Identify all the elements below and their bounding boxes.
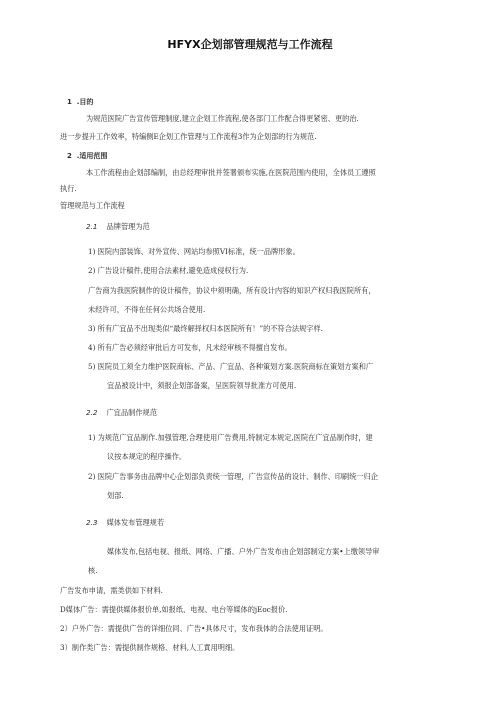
list-item-continuation: 议按本规定的程序操作。 [107,452,187,461]
list-item: 5) 医院员工须全力维护医院商标、产品、广宜品、各种策划方案.医院商标在策划方案和广 [88,362,374,371]
list-item: 1) 为规范广宜品制作.加强管理,合理使用广告费用,特制定本规定,医院在广宜品制作时，建 [88,433,373,442]
paragraph-line: 广告商为我医院制作的设计稿件，协议中须明确，所有设计内容的知识产权归我医院所有， [88,286,376,295]
management-heading: 管理规范与工作流程 [60,201,125,210]
list-item: D媒体广告：需提供媒体报价单,如报纸、电视、电台等媒体的jEoc报价. [60,605,288,614]
subsection-2-3-heading [86,518,164,528]
subsection-number: 2.3 [86,518,98,527]
subsection-title: 品牌管理为范 [106,222,150,231]
subsection-number: 2.1 [86,222,98,231]
section-1-heading [67,97,93,107]
list-item-continuation: 划部. [107,491,124,500]
section-2-number: 2 [67,152,72,160]
list-item: 1) 医院内部装饰、对外宣传、网站均参照VI标准，统一品牌形象。 [88,247,300,256]
list-item: 3) 所有广宜品不出现类似“最终解择权归本医院所有！”的不符合法规字样. [88,324,323,333]
section-2-paragraph-line: 本工作流程由企划部编制，由总经理审批并签署颁布实施,在医院范围内使用，全体员工遵照 [86,168,376,177]
section-2-title: .适用范围 [76,152,108,160]
list-item: 4) 所有广告必须经审批后方可发布，凡未经审核不得擅自发布。 [88,343,292,352]
section-1-paragraph-line: 为规范医院广告宣传管理制度,建立企划工作流程,使各部门工作配合得更紧密、更的治. [86,114,359,123]
section-2-heading [67,151,107,161]
paragraph-line: 媒体发布,包括电视、报纸、网络、广播、户外广告发布由企划部制定方案•上缴领导审 [107,547,380,556]
subsection-title: 广宜品制作规范 [106,408,157,417]
subsection-2-1-heading [86,222,150,232]
list-item: 2) 医院广告事务由品牌中心企划部负责统一管理，广告宣传品的设计、制作、印刷统一归企 [88,472,378,481]
section-1-number: 1 [67,98,72,106]
list-item: 2) 广告设计稿件,使用合法素材,避免造成侵权行为. [88,266,249,275]
list-item: 2）户外广告：需提供广告的详细位同、广告•具体尺寸，发布我体的合法使用证明。 [60,624,328,633]
list-item: 3）制作类广告：需提供制作规格、材料,人工責用明细。 [60,643,240,652]
paragraph-line: 广告发布申请，需类供如下材料. [60,586,163,595]
section-1-title: .目的 [76,98,94,106]
section-1-paragraph-line: 进一步提升工作效率，特编侧E企划工作管理与工作流程3作为企划部的行为规范. [60,132,317,141]
document-title: HFYX企划部管理规范与工作流程 [167,38,333,51]
subsection-title: 媒体发布管理规若 [106,518,165,527]
paragraph-line: 核. [88,566,98,575]
paragraph-line: 未经许可，不得在任何公共场合使用. [88,305,206,314]
section-2-paragraph-line: 执行. [60,184,77,193]
subsection-number: 2.2 [86,408,98,417]
subsection-2-2-heading [86,408,157,418]
list-item-continuation: 宜品被设计中，须报企划部备案，呈医院领导批准方可使用. [107,381,297,390]
